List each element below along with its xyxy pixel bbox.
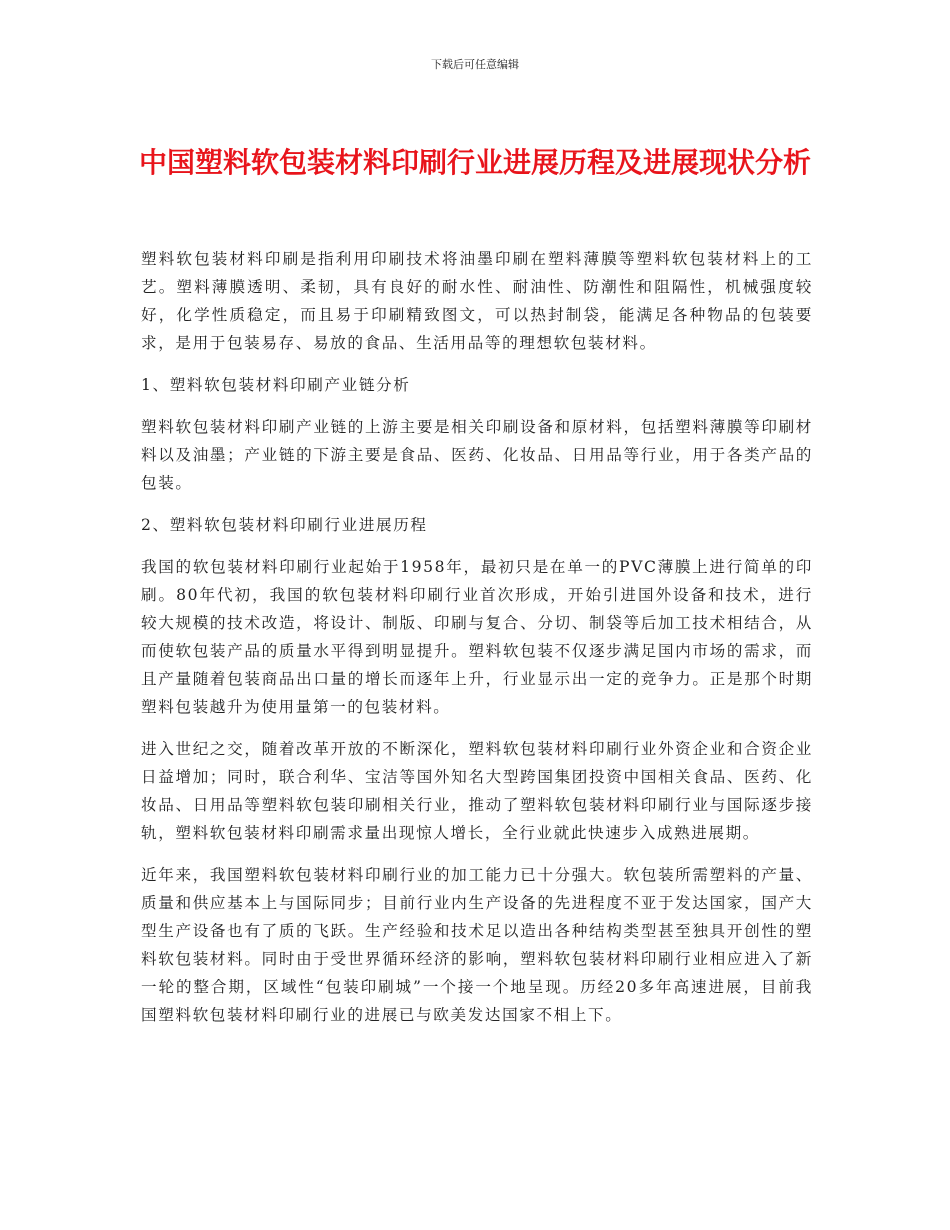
document-title: 中国塑料软包装材料印刷行业进展历程及进展现状分析 [138,146,811,179]
section-2-paragraph-3: 近年来，我国塑料软包装材料印刷行业的加工能力已十分强大。软包装所需塑料的产量、质量和供应基本上与国际同步；目前行业内生产设备的先进程度不亚于发达国家，国产大型生产设备也有了质的飞跃。生产经验和技术足以造出各种结构类型甚至独具开创性的塑料软包装材料。同时由于受世界循环经济的影响，塑料软包装材料印刷行业相应进入了新一轮的整合期，区域性“包装印刷城”一个接一个地呈现。历经20多年高速进展，目前我国塑料软包装材料印刷行业的进展已与欧美发达国家不相上下。 [141,866,813,1024]
section-1-paragraph: 塑料软包装材料印刷产业链的上游主要是相关印刷设备和原材料，包括塑料薄膜等印刷材料以及油墨；产业链的下游主要是食品、医药、化妆品、日用品等行业，用于各类产品的包装。 [141,418,813,492]
section-1-heading: 1、塑料软包装材料印刷产业链分析 [141,376,411,394]
section-2-paragraph-1: 我国的软包装材料印刷行业起始于1958年，最初只是在单一的PVC薄膜上进行简单的印刷。80年代初，我国的软包装材料印刷行业首次形成，开始引进国外设备和技术，进行较大规模的技术改造，将设计、制版、印刷与复合、分切、制袋等后加工技术相结合，从而使软包装产品的质量水平得到明显提升。塑料软包装不仅逐步满足国内市场的需求，而且产量随着包装商品出口量的增长而逐年上升，行业显示出一定的竞争力。正是那个时期塑料包装越升为使用量第一的包装材料。 [141,558,813,716]
section-2-heading: 2、塑料软包装材料印刷行业进展历程 [141,516,428,534]
intro-paragraph: 塑料软包装材料印刷是指利用印刷技术将油墨印刷在塑料薄膜等塑料软包装材料上的工艺。塑料薄膜透明、柔韧，具有良好的耐水性、耐油性、防潮性和阻隔性，机械强度较好，化学性质稳定，而且易于印刷精致图文，可以热封制袋，能满足各种物品的包装要求，是用于包装易存、易放的食品、生活用品等的理想软包装材料。 [141,250,813,352]
header-note: 下载后可任意编辑 [431,58,519,71]
document-body [141,245,813,1043]
section-2-paragraph-2: 进入世纪之交，随着改革开放的不断深化，塑料软包装材料印刷行业外资企业和合资企业日益增加；同时，联合利华、宝洁等国外知名大型跨国集团投资中国相关食品、医药、化妆品、日用品等塑料软包装印刷相关行业，推动了塑料软包装材料印刷行业与国际逐步接轨，塑料软包装材料印刷需求量出现惊人增长，全行业就此快速步入成熟进展期。 [141,740,813,842]
